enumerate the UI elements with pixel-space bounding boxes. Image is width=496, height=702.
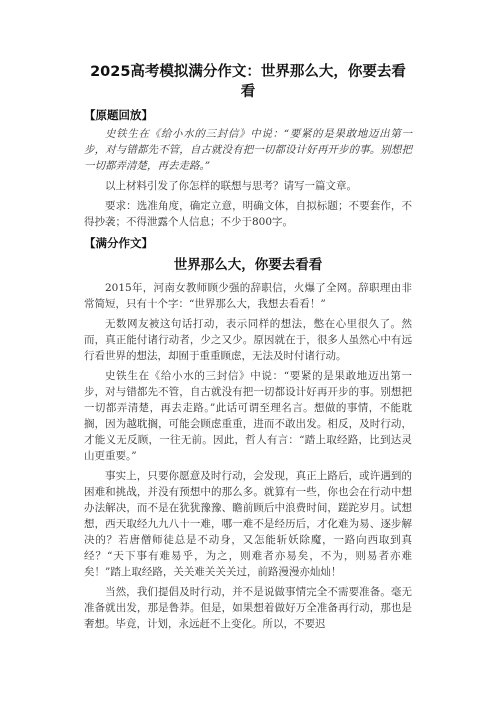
essay-paragraph-1: 2015年，河南女教师顾少强的辞职信，火爆了全网。辞职理由非常简短，只有十个字：“世界那么大，我想去看看！”: [84, 282, 412, 310]
prompt-question: 以上材料引发了你怎样的联想与思考？请写一篇文章。: [105, 180, 357, 192]
essay-paragraph-2: 无数网友被这句话打动，表示同样的想法，憋在心里很久了。然而，真正能付诸行动者，少之又少。原因就在于，很多人虽然心中有远行看世界的想法，却囿于重重顾虑，无法及时付诸行动。: [84, 318, 412, 362]
prompt-section-label: 【原题回放】: [84, 108, 153, 122]
prompt-requirements: 要求：选准角度，确定立意，明确文体，自拟标题；不要套作，不得抄袭；不得泄露个人信息；不少于800字。: [84, 200, 412, 228]
essay-title: 世界那么大，你要去看看: [173, 257, 323, 273]
document-title: 2025高考模拟满分作文：世界那么大，你要去看看: [90, 64, 406, 100]
essay-paragraph-4: 事实上，只要你愿意及时行动，会发现，真正上路后，或许遇到的困难和挑战，并没有预想中的那么多。就算有一些，你也会在行动中想办法解决，而不是在犹犹豫豫、瞻前顾后中浪费时间，蹉跎岁月。试想想，西天取经九九八十一难，哪一难不是经历后，才化难为易、逐步解决的？若唐僧师徒总是不动身，又怎能斩妖除魔，一路向西取到真经？“天下事有难易乎，为之，则难者亦易矣，不为，则易者亦难矣！”踏上取经路，关关难关关关过，前路漫漫亦灿灿！: [84, 470, 412, 578]
essay-paragraph-3: 史铁生在《给小水的三封信》中说：“要紧的是果敢地迈出第一步，对与错都先不管，自古就没有把一切都设计好再开步的事。别想把一切都弄清楚，再去走路。”此话可谓至理名言。想做的事情，不能耽搁，因为越耽搁，可能会顾虑重重，进而不敢出发。相反，及时行动，才能义无反顾，一往无前。因此，哲人有言：“踏上取经路，比到达灵山更重要。”: [84, 370, 412, 462]
essay-section-label: 【满分作文】: [84, 236, 153, 250]
essay-paragraph-5: 当然，我们提倡及时行动，并不是说做事情完全不需要准备。毫无准备就出发，那是鲁莽。但是，如果想着做好万全准备再行动，那也是奢想。毕竟，计划，永远赶不上变化。所以，不要迟: [84, 586, 412, 630]
prompt-quote: 史铁生在《给小水的三封信》中说：“要紧的是果敢地迈出第一步，对与错都先不管，自古就没有把一切都设计好再开步的事。别想把一切都弄清楚，再去走路。”: [84, 128, 412, 172]
